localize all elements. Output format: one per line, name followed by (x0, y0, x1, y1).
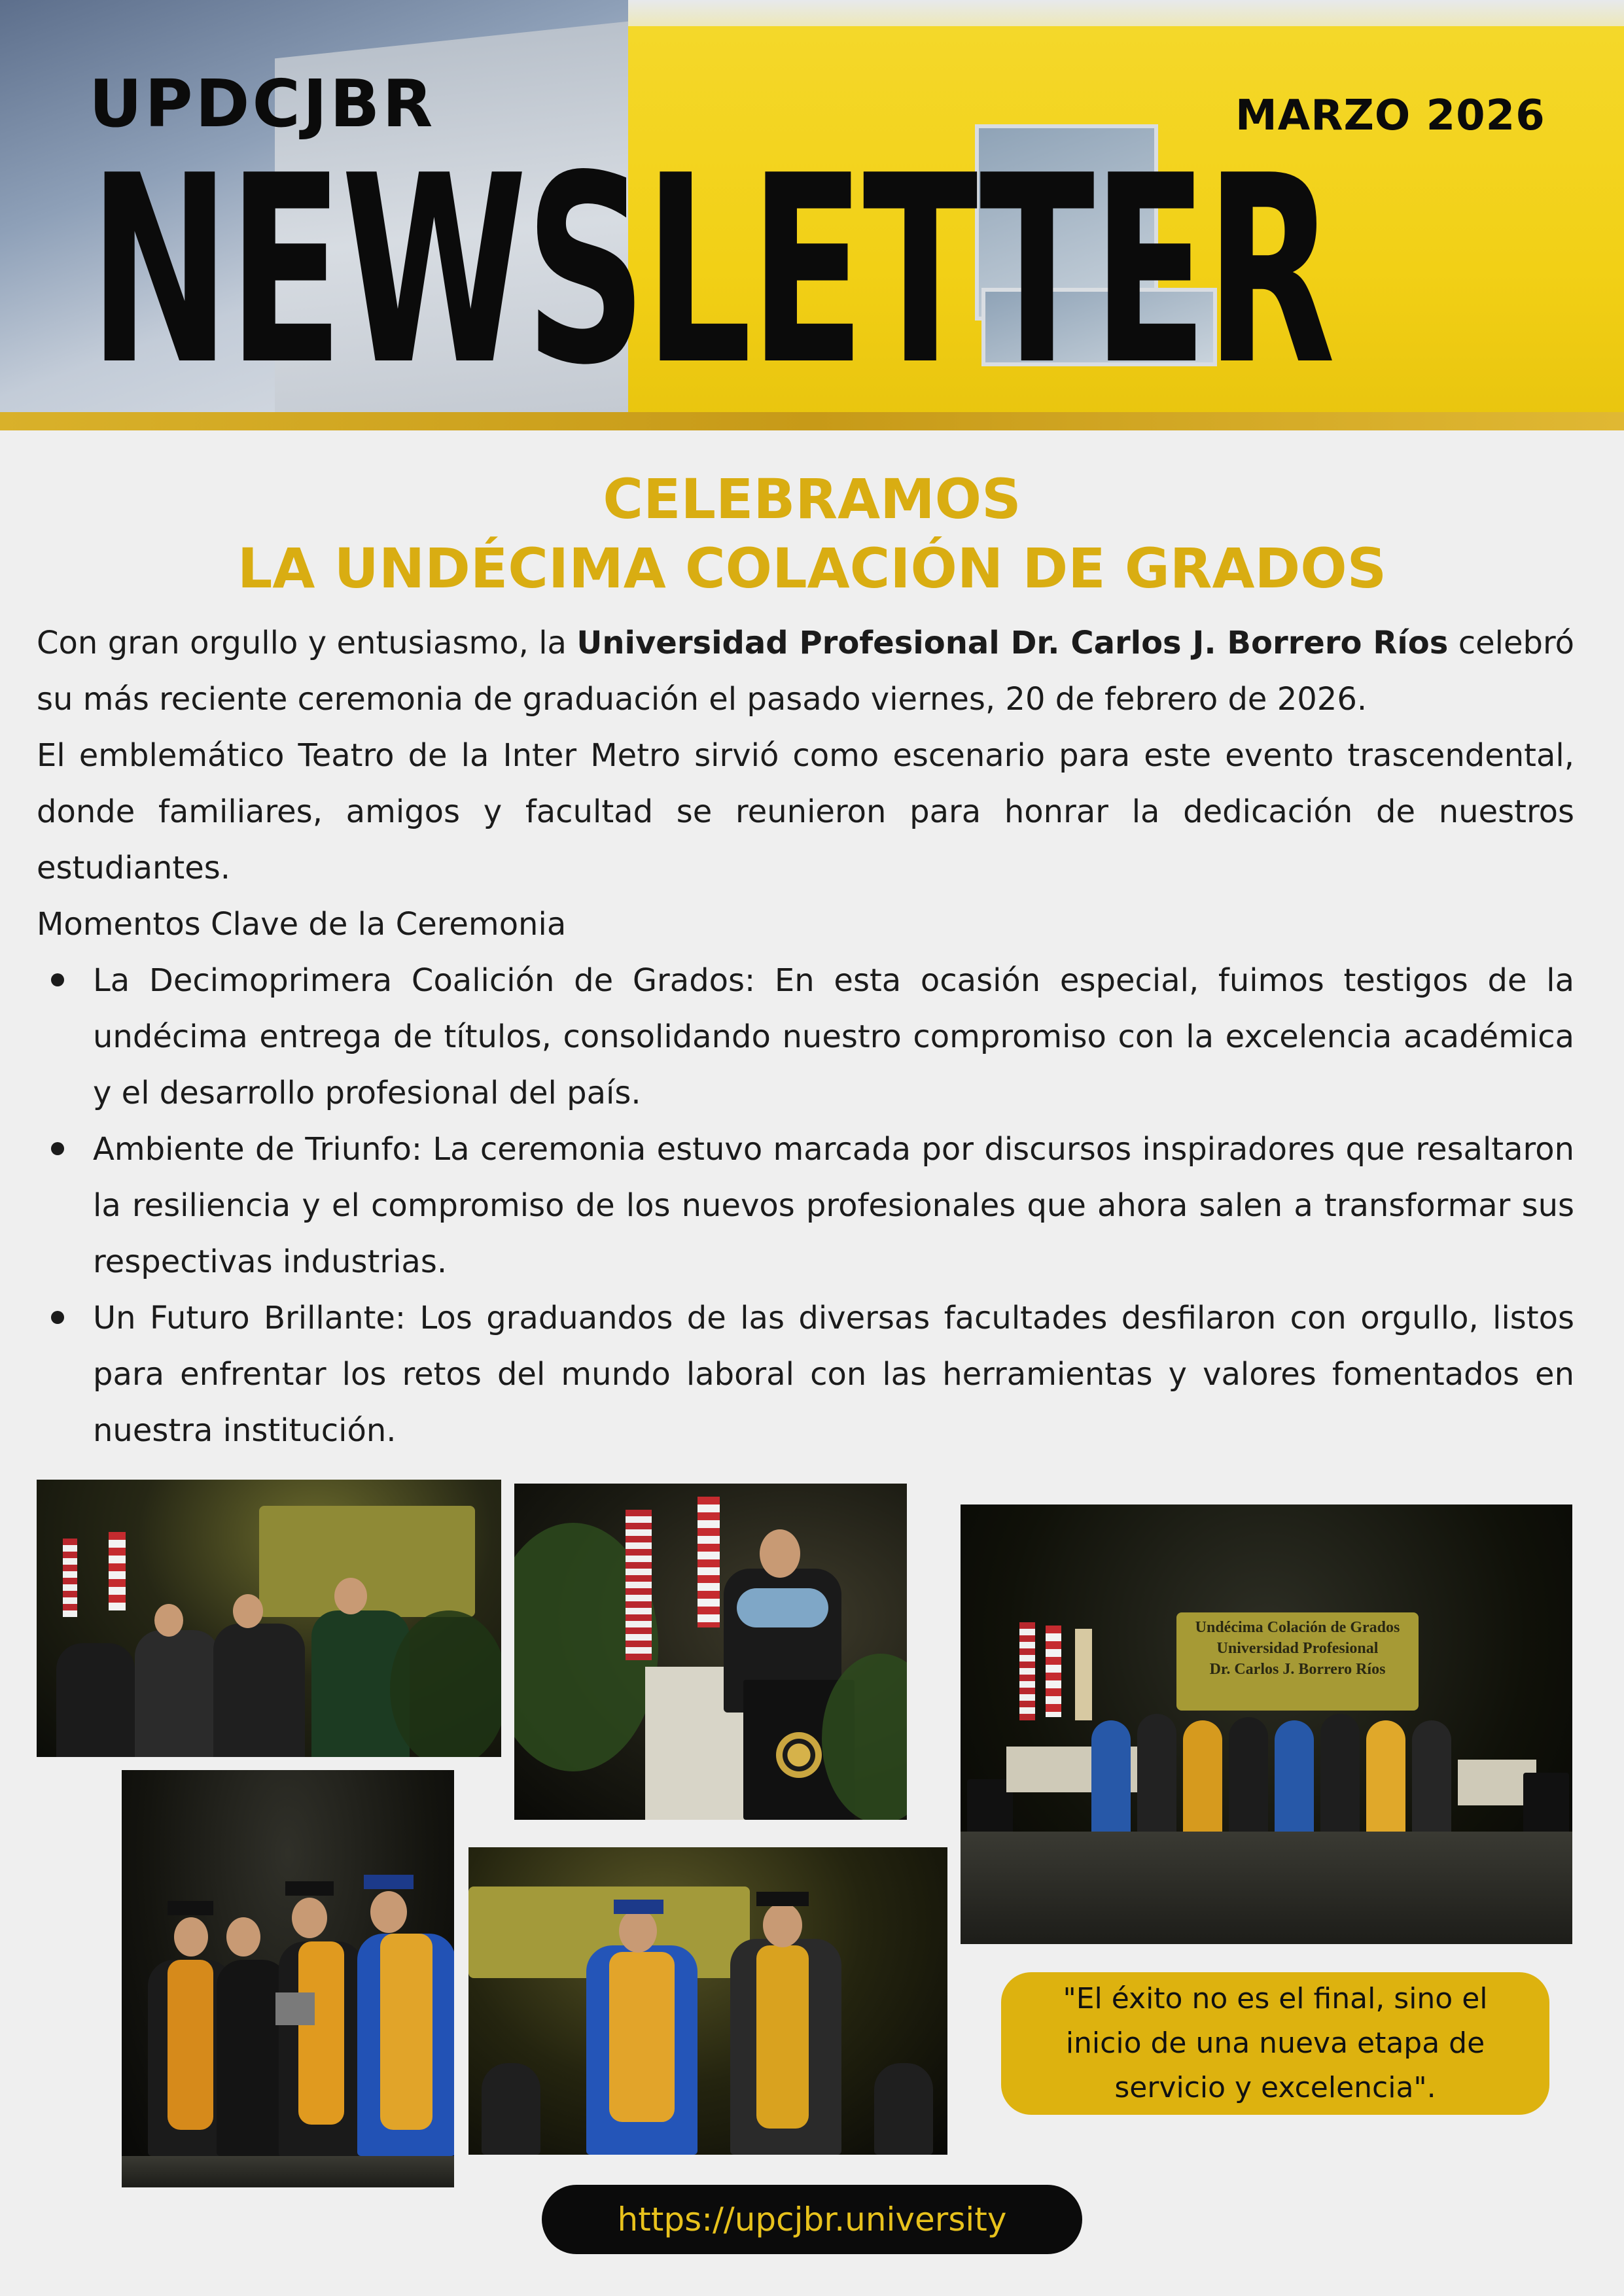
graduation-robe (213, 1624, 305, 1757)
banner-line-2: Universidad Profesional (1216, 1640, 1379, 1657)
website-link[interactable] (542, 2185, 1082, 2254)
list-item-text: Ambiente de Triunfo: La ceremonia estuvo marcada por discursos inspiradores que resaltaron la resiliencia y el compromiso de los nuevos profesionales que ahora salen a transformar sus respectivas industrias. (93, 1131, 1574, 1280)
stage-floor (122, 2156, 454, 2187)
organization-name: UPDCJBR (89, 65, 436, 142)
list-item-text: Un Futuro Brillante: Los graduandos de las diversas facultades desfilaron con orgullo, listos para enfrentar los retos del mundo laboral con las herramientas y valores fomentados en nuestra institución. (93, 1300, 1574, 1449)
academic-stole (380, 1934, 432, 2130)
quote-text: "El éxito no es el final, sino el inicio de una nueva etapa de servicio y excelencia". (1063, 1982, 1488, 2104)
person-head (174, 1917, 208, 1957)
person-head (334, 1578, 367, 1614)
graduation-robe (1412, 1720, 1451, 1838)
newsletter-masthead (89, 120, 1333, 422)
graduation-robe (217, 1960, 289, 2156)
section-title: Momentos Clave de la Ceremonia (37, 906, 567, 943)
graduation-cap-icon (614, 1900, 663, 1914)
stage-banner-text (1176, 1617, 1419, 1680)
header-banner (0, 0, 1624, 430)
headline-line-2: LA UNDÉCIMA COLACIÓN DE GRADOS (237, 536, 1387, 600)
intro-text-start: Con gran orgullo y entusiasmo, la (37, 625, 577, 661)
person-head (370, 1891, 407, 1933)
university-name: Universidad Profesional Dr. Carlos J. Borrero Ríos (576, 625, 1449, 661)
masthead-text: NEWSLETTER (89, 120, 1333, 422)
seated-graduate (874, 2063, 933, 2155)
us-flag-icon (626, 1510, 652, 1660)
key-moments-list (37, 952, 1574, 1459)
intro-paragraph (37, 615, 1574, 727)
academic-stole (168, 1960, 213, 2130)
us-flag-icon (63, 1539, 77, 1617)
person-head (763, 1903, 802, 1947)
graduation-robe (1366, 1720, 1405, 1838)
photo-graduates-posing (122, 1770, 454, 2187)
person-head (760, 1529, 800, 1578)
list-item (37, 1121, 1574, 1290)
pr-flag-icon (1046, 1626, 1061, 1717)
list-item (37, 952, 1574, 1121)
graduation-cap-icon (364, 1875, 414, 1889)
intro-text-end: celebró su más reciente ceremonia de graduación el pasado viernes, 20 de febrero de 2026. (37, 625, 1575, 718)
university-flag (1075, 1629, 1092, 1720)
photo-stage-wide (961, 1505, 1572, 1944)
person-head (226, 1917, 260, 1957)
list-item-text: La Decimoprimera Coalición de Grados: En esta ocasión especial, fuimos testigos de la undécima entrega de títulos, consolidando nuestro compromiso con la excelencia académica y el desarrollo profesional del país. (93, 962, 1574, 1111)
website-url[interactable]: https://upcjbr.university (617, 2200, 1007, 2238)
graduation-robe (1183, 1720, 1222, 1838)
headline-line-1: CELEBRAMOS (603, 467, 1021, 531)
person-head (233, 1594, 263, 1628)
us-flag-icon (1019, 1622, 1035, 1720)
graduation-cap-icon (168, 1901, 213, 1915)
graduation-cap-icon (756, 1892, 809, 1906)
stage-floor (961, 1832, 1572, 1944)
pr-flag-icon (697, 1497, 720, 1627)
graduation-robe (1275, 1720, 1314, 1838)
photo-diploma-handshake (468, 1847, 947, 2155)
photo-speaker-podium (514, 1484, 907, 1820)
bullet-icon (51, 1142, 64, 1155)
venue-paragraph: El emblemático Teatro de la Inter Metro sirvió como escenario para este evento trascendental, donde familiares, amigos y facultad se reunieron para honrar la dedicación de nuestros estudiantes. (37, 737, 1574, 886)
list-item (37, 1290, 1574, 1459)
photo-faculty-seated (37, 1480, 501, 1757)
academic-stole (609, 1952, 675, 2122)
academic-stole (756, 1945, 809, 2129)
article-body (37, 615, 1574, 1459)
person-head (619, 1909, 657, 1953)
banner-line-1: Undécima Colación de Grados (1195, 1619, 1400, 1636)
banner-line-3: Dr. Carlos J. Borrero Ríos (1209, 1661, 1386, 1678)
academic-hood (737, 1588, 828, 1627)
graduation-robe (1137, 1714, 1176, 1838)
graduation-robe (135, 1630, 220, 1757)
article-headline (0, 464, 1624, 603)
graduation-robe (56, 1643, 135, 1757)
bullet-icon (51, 973, 64, 986)
graduation-robe (1320, 1714, 1360, 1838)
bullet-icon (51, 1311, 64, 1324)
person-head (292, 1898, 327, 1938)
academic-stole (298, 1941, 344, 2125)
quote-box (1001, 1972, 1549, 2115)
up-seal-icon (776, 1732, 822, 1778)
issue-date: MARZO 2026 (1235, 92, 1545, 140)
diploma-folder (275, 1992, 315, 2025)
graduation-robe (1229, 1717, 1268, 1838)
pr-flag-icon (109, 1532, 126, 1610)
seated-graduate (482, 2063, 540, 2155)
graduation-robe (1091, 1720, 1131, 1838)
graduation-cap-icon (285, 1881, 334, 1896)
stage-banner (259, 1506, 475, 1617)
person-head (154, 1604, 183, 1637)
